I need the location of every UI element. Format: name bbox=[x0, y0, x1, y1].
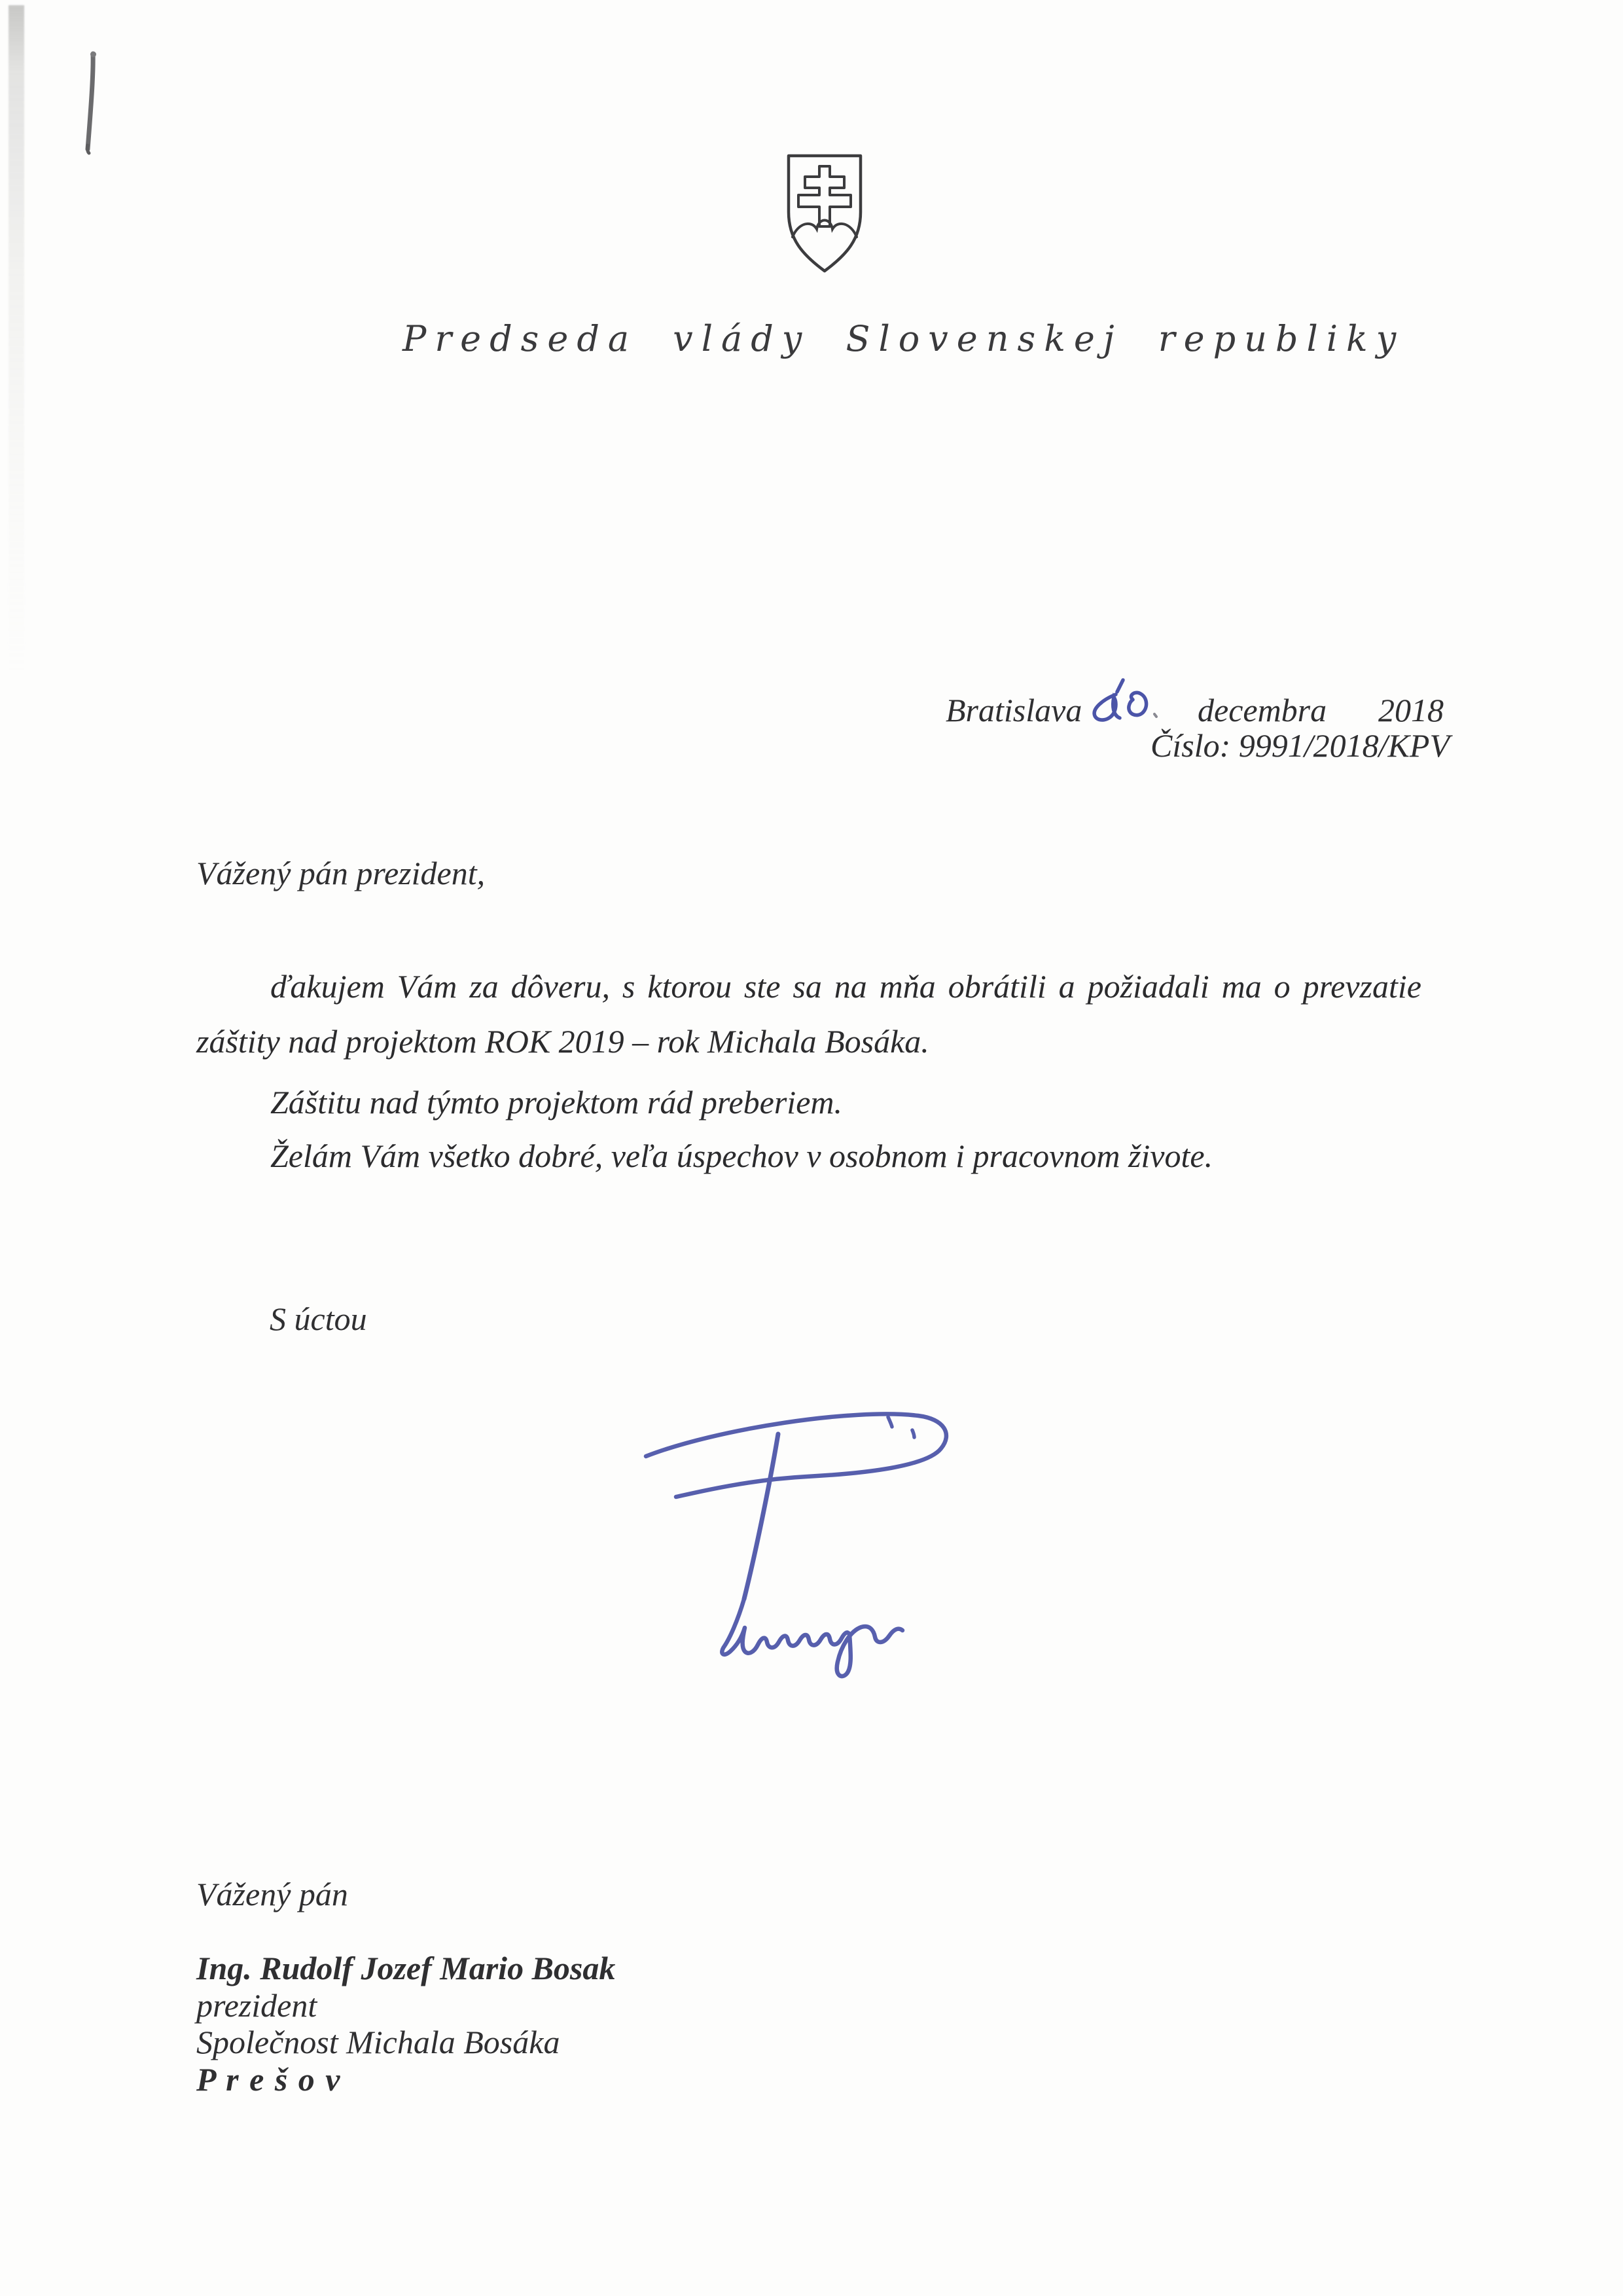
handwritten-signature-ink bbox=[638, 1397, 962, 1679]
salutation: Vážený pán prezident, bbox=[196, 855, 486, 891]
body-line: Záštitu nad týmto projektom rád preberiem. bbox=[270, 1084, 842, 1121]
body-line: záštity nad projektom ROK 2019 – rok Michala Bosáka. bbox=[196, 1023, 929, 1060]
recipient-salutation: Vážený pán bbox=[196, 1876, 348, 1912]
handwritten-day-ink bbox=[1086, 677, 1161, 729]
body-line: ďakujem Vám za dôveru, s ktorou ste sa na mňa obrátili a požiadali ma o prevzatie bbox=[270, 968, 1421, 1005]
recipient-organization: Společnost Michala Bosáka bbox=[196, 2024, 560, 2060]
letterhead-title: Predseda vlády Slovenskej republiky bbox=[402, 318, 1405, 359]
recipient-name: Ing. Rudolf Jozef Mario Bosak bbox=[196, 1950, 616, 1986]
recipient-role: prezident bbox=[196, 1987, 317, 2024]
date-year: 2018 bbox=[1378, 692, 1444, 728]
recipient-city: P r e š o v bbox=[196, 2061, 342, 2098]
scan-edge-streak-artifact bbox=[9, 5, 24, 673]
slovak-coat-of-arms-icon bbox=[784, 152, 865, 276]
date-month: decembra bbox=[1198, 692, 1327, 728]
date-city: Bratislava bbox=[946, 692, 1082, 728]
pen-mark-artifact bbox=[82, 50, 102, 157]
reference-number: Číslo: 9991/2018/KPV bbox=[1150, 727, 1450, 764]
closing-phrase: S úctou bbox=[270, 1300, 367, 1337]
body-line: Želám Vám všetko dobré, veľa úspechov v osobnom i pracovnom živote. bbox=[270, 1138, 1213, 1174]
